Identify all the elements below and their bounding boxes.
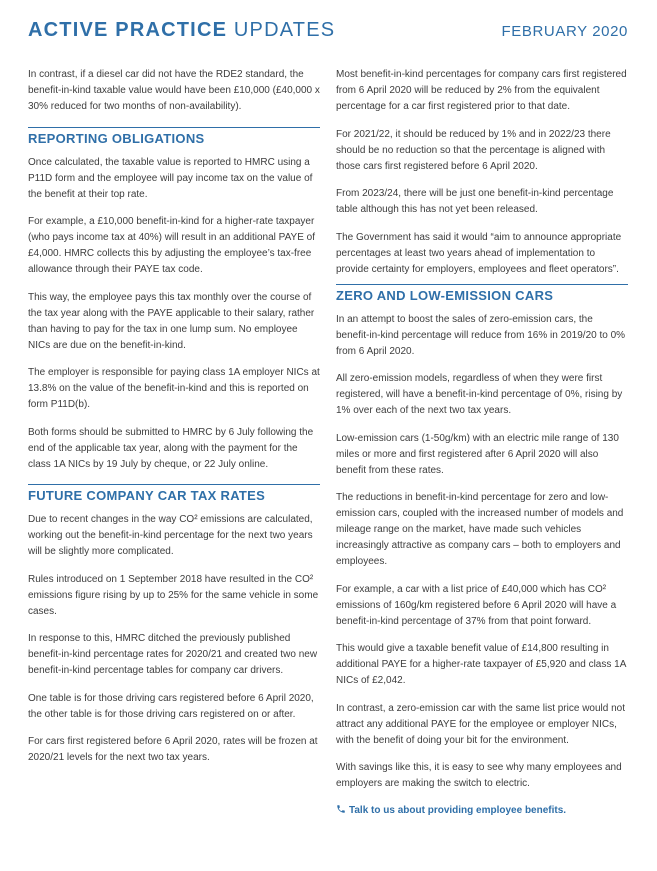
paragraph: Low-emission cars (1-50g/km) with an electric mile range of 130 miles or more and first registered after 6 April 2020 will also benefit from these rates. [336, 432, 619, 476]
contact-link[interactable] [336, 804, 628, 816]
paragraph: For example, a £10,000 benefit-in-kind for a higher-rate taxpayer (who pays income tax at 40%) will result in an additional PAYE of £4,000. HMRC collects this by adjusting the employee’s tax-free allowance through their PAYE tax code. [28, 216, 315, 275]
paragraph: Most benefit-in-kind percentages for company cars first registered from 6 April 2020 will be reduced by 2% from the equivalent percentage for a car first registered prior to that date. [336, 69, 627, 112]
paragraph: In response to this, HMRC ditched the previously published benefit-in-kind percentage rates for 2020/21 and created two new benefit-in-kind percentage tables for company car drivers. [28, 633, 318, 676]
paragraph: The Government has said it would “aim to announce appropriate percentages at least two years ahead of implementation to provide certainty for employers, employees and fleet operators”. [336, 231, 622, 275]
issue-date: FEBRUARY 2020 [501, 23, 628, 40]
paragraph: This way, the employee pays this tax monthly over the course of the tax year along with the PAYE applicable to their salary, rather than having to pay for the tax in one lump sum. No employee NICs are due on the benefit-in-kind. [28, 291, 315, 351]
left-column [28, 67, 320, 778]
phone-icon [336, 804, 346, 814]
paragraph: One table is for those driving cars registered before 6 April 2020, the other table is for those driving cars registered on or after. [28, 692, 314, 720]
paragraph: This would give a taxable benefit value of £14,800 resulting in additional PAYE for a higher-rate taxpayer of £5,920 and class 1A NICs of £2,042. [336, 643, 626, 686]
paragraph: For cars first registered before 6 April 2020, rates will be frozen at 2020/21 levels for the next two tax years. [28, 736, 318, 763]
future-rates-heading: FUTURE COMPANY CAR TAX RATES [28, 484, 320, 504]
newsletter-title [28, 19, 335, 42]
title-light: UPDATES [233, 19, 336, 41]
right-column [336, 67, 628, 816]
paragraph: In an attempt to boost the sales of zero-emission cars, the benefit-in-kind percentage will reduce from 16% in 2019/20 to 0% from 6 April 2020. [336, 313, 626, 357]
paragraph: The reductions in benefit-in-kind percentage for zero and low-emission cars, coupled with the increased number of models and mileage range on the market, have made such vehicles increasingly attractive as company cars – both to employers and employees. [336, 492, 624, 567]
zero-emission-heading: ZERO AND LOW-EMISSION CARS [336, 284, 628, 304]
reporting-heading: REPORTING OBLIGATIONS [28, 127, 320, 147]
contact-link-label[interactable]: Talk to us about providing employee benefits. [349, 804, 567, 816]
paragraph: Both forms should be submitted to HMRC by 6 July following the end of the applicable tax year, along with the payment for the class 1A NICs by 19 July by cheque, or 22 July online. [28, 426, 314, 470]
paragraph: In contrast, a zero-emission car with the same list price would not attract any additional PAYE for the employee or employer NICs, with the benefit of doing your bit for the environment. [336, 702, 626, 746]
paragraph: The employer is responsible for paying class 1A employer NICs at 13.8% on the value of the benefit-in-kind and this is reported on form P11D(b). [28, 367, 320, 410]
paragraph: All zero-emission models, regardless of when they were first registered, will have a benefit-in-kind percentage of 0%, rising by 1% over each of the next two tax years. [336, 373, 623, 416]
intro-paragraph: In contrast, if a diesel car did not have the RDE2 standard, the benefit-in-kind taxable value would have been £10,000 (£40,000 x 30% reduced for two months of non-availability). [28, 69, 320, 112]
paragraph: With savings like this, it is easy to see why many employees and employers are making the switch to electric. [336, 762, 622, 789]
paragraph: Due to recent changes in the way CO² emissions are calculated, working out the benefit-in-kind percentage for the next two years will be slightly more complicated. [28, 514, 313, 557]
paragraph: Once calculated, the taxable value is reported to HMRC using a P11D form and the employee will pay income tax on the value of the benefit at their top rate. [28, 156, 313, 200]
paragraph: For 2021/22, it should be reduced by 1% and in 2022/23 there should be no reduction so that the percentage is aligned with those cars first registered before 6 April 2020. [336, 128, 611, 172]
title-bold: ACTIVE PRACTICE [28, 19, 228, 41]
paragraph: Rules introduced on 1 September 2018 have resulted in the CO² emissions figure rising by up to 25% for the same vehicle in some cases. [28, 573, 319, 617]
paragraph: From 2023/24, there will be just one benefit-in-kind percentage table although this has not yet been released. [336, 188, 614, 215]
page-header [28, 19, 628, 45]
paragraph: For example, a car with a list price of £40,000 which has CO² emissions of 160g/km registered before 6 April 2020 will have a benefit-in-kind percentage of 37% from that point forward. [336, 583, 617, 627]
